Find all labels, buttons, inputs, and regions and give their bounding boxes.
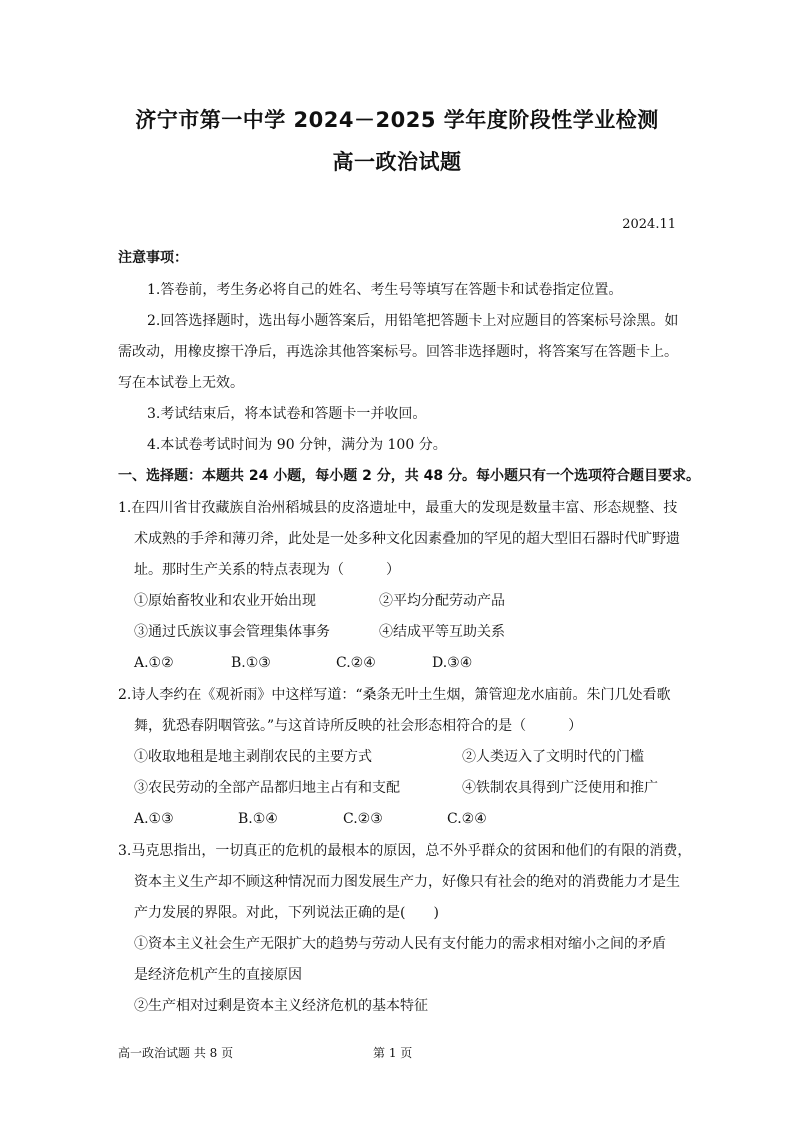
notice-heading: 注意事项： [118, 250, 188, 266]
q3-stem-line-3: 产力发展的界限。对此，下列说法正确的是( ) [134, 905, 439, 921]
notice-item-4: 4.本试卷考试时间为 90 分钟，满分为 100 分。 [147, 437, 447, 453]
q2-statement-3: ③农民劳动的全部产品都归地主占有和支配 [134, 780, 400, 796]
q3-statement-2: ②生产相对过剩是资本主义经济危机的基本特征 [134, 998, 428, 1014]
notice-item-1: 1.答卷前，考生务必将自己的姓名、考生号等填写在答题卡和试卷指定位置。 [147, 282, 623, 298]
q2-option-c: C.②③ [343, 811, 383, 827]
q1-stem-line-1: 1.在四川省甘孜藏族自治州稻城县的皮洛遗址中，最重大的发现是数量丰富、形态规整、技 [118, 500, 678, 516]
q3-stem-line-2: 资本主义生产却不顾这种情况而力图发展生产力，好像只有社会的绝对的消费能力才是生 [134, 874, 680, 890]
q1-statement-4: ④结成平等互助关系 [379, 624, 505, 640]
q2-option-d: C.②④ [447, 811, 487, 827]
notice-item-2-line-2: 需改动，用橡皮擦干净后，再选涂其他答案标号。回答非选择题时，将答案写在答题卡上。 [118, 344, 678, 360]
footer-page-number: 第 1 页 [373, 1046, 413, 1060]
q2-option-a: A.①③ [134, 811, 174, 827]
q1-stem-line-2: 术成熟的手斧和薄刃斧，此处是一处多种文化因素叠加的罕见的超大型旧石器时代旷野遗 [134, 531, 680, 547]
q2-stem-line-2: 舞，犹恐春阴咽管弦。”与这首诗所反映的社会形态相符合的是（ ） [134, 718, 583, 734]
q3-stem-line-1: 3.马克思指出，一切真正的危机的最根本的原因，总不外乎群众的贫困和他们的有限的消费， [118, 843, 692, 859]
footer-total-pages: 高一政治试题 共 8 页 [118, 1046, 234, 1060]
section-heading: 一、选择题：本题共 24 小题，每小题 2 分，共 48 分。每小题只有一个选项符合题目要求。 [118, 468, 700, 484]
notice-item-3: 3.考试结束后，将本试卷和答题卡一并收回。 [147, 406, 427, 422]
q2-statement-4: ④铁制农具得到广泛使用和推广 [462, 780, 658, 796]
exam-subtitle: 高一政治试题 [332, 150, 462, 174]
exam-title: 济宁市第一中学 2024－2025 学年度阶段性学业检测 [135, 108, 659, 132]
q2-stem-line-1: 2.诗人李约在《观祈雨》中这样写道：“桑条无叶土生烟，箫管迎龙水庙前。朱门几处看歌 [118, 687, 671, 703]
q1-option-a: A.①② [134, 655, 174, 671]
q1-option-b: B.①③ [231, 655, 271, 671]
q2-option-b: B.①④ [238, 811, 278, 827]
q2-statement-2: ②人类迈入了文明时代的门槛 [462, 749, 644, 765]
q2-statement-1: ①收取地租是地主剥削农民的主要方式 [134, 749, 372, 765]
q1-option-d: D.③④ [432, 655, 473, 671]
q1-option-c: C.②④ [336, 655, 376, 671]
notice-item-2-line-1: 2.回答选择题时，选出每小题答案后，用铅笔把答题卡上对应题目的答案标号涂黑。如 [147, 313, 679, 329]
exam-date: 2024.11 [622, 217, 676, 232]
q3-statement-1-line-2: 是经济危机产生的直接原因 [134, 967, 302, 983]
q1-statement-2: ②平均分配劳动产品 [379, 593, 505, 609]
notice-item-2-line-3: 写在本试卷上无效。 [118, 375, 244, 391]
q1-statement-3: ③通过氏族议事会管理集体事务 [134, 624, 330, 640]
q1-stem-line-3: 址。那时生产关系的特点表现为（ ） [134, 562, 400, 578]
q1-statement-1: ①原始畜牧业和农业开始出现 [134, 593, 316, 609]
q3-statement-1-line-1: ①资本主义社会生产无限扩大的趋势与劳动人民有支付能力的需求相对缩小之间的矛盾 [134, 936, 666, 952]
